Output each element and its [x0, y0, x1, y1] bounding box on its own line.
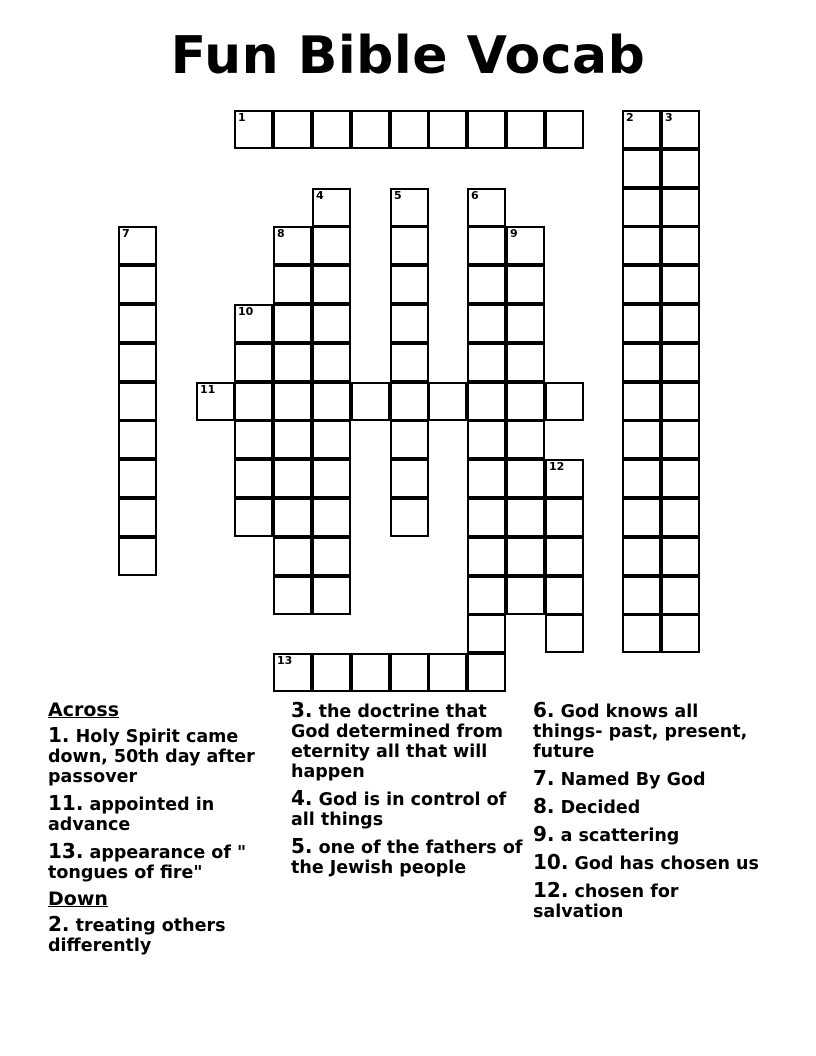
grid-cell[interactable] — [661, 382, 700, 421]
clue-down-5 — [291, 836, 527, 878]
grid-cell[interactable] — [390, 382, 429, 421]
grid-cell[interactable] — [312, 459, 351, 498]
grid-cell[interactable] — [622, 382, 661, 421]
grid-cell[interactable] — [118, 498, 157, 537]
grid-cell[interactable] — [428, 110, 467, 149]
grid-cell[interactable] — [506, 265, 545, 304]
grid-cell[interactable] — [390, 188, 429, 227]
grid-cell[interactable] — [234, 110, 273, 149]
clue-text: Decided — [560, 798, 641, 818]
clue-text: Named By God — [560, 770, 706, 790]
grid-cell[interactable] — [234, 459, 273, 498]
clue-text: one of the fathers of the Jewish people — [291, 838, 523, 878]
grid-cell[interactable] — [545, 614, 584, 653]
cell-number: 9 — [510, 227, 518, 240]
grid-cell[interactable] — [118, 265, 157, 304]
grid-cell[interactable] — [661, 614, 700, 653]
grid-cell[interactable] — [622, 343, 661, 382]
clue-number: 2. — [48, 912, 70, 936]
grid-cell[interactable] — [234, 498, 273, 537]
clues-section — [0, 700, 816, 1000]
grid-cell[interactable] — [312, 304, 351, 343]
grid-cell[interactable] — [622, 110, 661, 149]
grid-cell[interactable] — [622, 459, 661, 498]
grid-cell[interactable] — [273, 653, 312, 692]
grid-cell[interactable] — [118, 226, 157, 265]
grid-cell[interactable] — [467, 420, 506, 459]
clue-number: 4. — [291, 786, 313, 810]
clue-text: God knows all things- past, present, future — [533, 702, 748, 762]
grid-cell[interactable] — [661, 459, 700, 498]
clue-across-1 — [48, 725, 280, 787]
grid-cell[interactable] — [467, 343, 506, 382]
clue-text: treating others differently — [48, 916, 226, 956]
clue-text: the doctrine that God determined from eternity all that will happen — [291, 702, 503, 782]
grid-cell[interactable] — [545, 110, 584, 149]
grid-cell[interactable] — [390, 304, 429, 343]
grid-cell[interactable] — [273, 343, 312, 382]
clue-down-9 — [533, 824, 773, 846]
grid-cell[interactable] — [390, 459, 429, 498]
grid-cell[interactable] — [545, 498, 584, 537]
cell-number: 1 — [238, 111, 246, 124]
grid-cell[interactable] — [312, 537, 351, 576]
grid-cell[interactable] — [467, 498, 506, 537]
cell-number: 6 — [471, 189, 479, 202]
grid-cell[interactable] — [118, 304, 157, 343]
grid-cell[interactable] — [545, 576, 584, 615]
grid-cell[interactable] — [661, 304, 700, 343]
grid-cell[interactable] — [467, 226, 506, 265]
clue-number: 9. — [533, 822, 555, 846]
grid-cell[interactable] — [467, 537, 506, 576]
grid-cell[interactable] — [467, 459, 506, 498]
grid-cell[interactable] — [622, 576, 661, 615]
clue-down-12 — [533, 880, 773, 922]
grid-cell[interactable] — [506, 459, 545, 498]
clue-down-2 — [48, 914, 280, 956]
grid-cell[interactable] — [428, 653, 467, 692]
clue-text: appearance of " tongues of fire" — [48, 843, 247, 883]
grid-cell[interactable] — [506, 537, 545, 576]
puzzle-title: Fun Bible Vocab — [170, 26, 646, 86]
grid-cell[interactable] — [390, 420, 429, 459]
grid-cell[interactable] — [506, 304, 545, 343]
grid-cell[interactable] — [351, 110, 390, 149]
down-heading: Down — [48, 888, 108, 910]
cell-number: 8 — [277, 227, 285, 240]
grid-cell[interactable] — [661, 343, 700, 382]
grid-cell[interactable] — [273, 420, 312, 459]
clue-across-13 — [48, 841, 280, 883]
grid-cell[interactable] — [234, 382, 273, 421]
grid-cell[interactable] — [467, 188, 506, 227]
grid-cell[interactable] — [312, 265, 351, 304]
grid-cell[interactable] — [312, 110, 351, 149]
grid-cell[interactable] — [273, 537, 312, 576]
grid-cell[interactable] — [312, 226, 351, 265]
clue-down-8 — [533, 796, 773, 818]
cell-number: 7 — [122, 227, 130, 240]
grid-cell[interactable] — [467, 304, 506, 343]
grid-cell[interactable] — [661, 188, 700, 227]
clue-number: 13. — [48, 839, 84, 863]
grid-cell[interactable] — [506, 498, 545, 537]
clue-across-11 — [48, 793, 280, 835]
grid-cell[interactable] — [467, 653, 506, 692]
clue-down-4 — [291, 788, 527, 830]
clue-number: 3. — [291, 698, 313, 722]
grid-cell[interactable] — [622, 226, 661, 265]
grid-cell[interactable] — [622, 188, 661, 227]
across-heading: Across — [48, 699, 120, 721]
grid-cell[interactable] — [506, 343, 545, 382]
grid-cell[interactable] — [118, 537, 157, 576]
grid-cell[interactable] — [273, 382, 312, 421]
clue-down-3 — [291, 700, 527, 782]
grid-cell[interactable] — [351, 382, 390, 421]
grid-cell[interactable] — [506, 110, 545, 149]
grid-cell[interactable] — [312, 343, 351, 382]
cell-number: 4 — [316, 189, 324, 202]
clue-column-3 — [533, 700, 773, 928]
grid-cell[interactable] — [622, 304, 661, 343]
grid-cell[interactable] — [661, 226, 700, 265]
clue-text: a scattering — [560, 826, 680, 846]
grid-cell[interactable] — [506, 226, 545, 265]
grid-cell[interactable] — [196, 382, 235, 421]
grid-cell[interactable] — [622, 537, 661, 576]
clue-number: 10. — [533, 850, 569, 874]
grid-cell[interactable] — [467, 382, 506, 421]
grid-cell[interactable] — [273, 459, 312, 498]
grid-cell[interactable] — [506, 576, 545, 615]
grid-cell[interactable] — [312, 576, 351, 615]
grid-cell[interactable] — [622, 149, 661, 188]
grid-cell[interactable] — [312, 382, 351, 421]
grid-cell[interactable] — [661, 265, 700, 304]
grid-cell[interactable] — [661, 110, 700, 149]
clue-number: 7. — [533, 766, 555, 790]
clue-text: chosen for salvation — [533, 882, 679, 922]
grid-cell[interactable] — [467, 265, 506, 304]
grid-cell[interactable] — [273, 265, 312, 304]
grid-cell[interactable] — [390, 343, 429, 382]
grid-cell[interactable] — [118, 459, 157, 498]
grid-cell[interactable] — [661, 537, 700, 576]
grid-cell[interactable] — [622, 265, 661, 304]
grid-cell[interactable] — [118, 420, 157, 459]
grid-cell[interactable] — [234, 343, 273, 382]
clue-number: 1. — [48, 723, 70, 747]
grid-cell[interactable] — [428, 382, 467, 421]
clue-number: 11. — [48, 791, 84, 815]
cell-number: 10 — [238, 305, 254, 318]
cell-number: 3 — [665, 111, 673, 124]
grid-cell[interactable] — [118, 382, 157, 421]
grid-cell[interactable] — [390, 265, 429, 304]
cell-number: 5 — [394, 189, 402, 202]
grid-cell[interactable] — [273, 304, 312, 343]
grid-cell[interactable] — [545, 382, 584, 421]
grid-cell[interactable] — [622, 498, 661, 537]
cell-number: 2 — [626, 111, 634, 124]
grid-cell[interactable] — [273, 498, 312, 537]
grid-cell[interactable] — [661, 149, 700, 188]
grid-cell[interactable] — [118, 343, 157, 382]
clue-text: God has chosen us — [574, 854, 759, 874]
grid-cell[interactable] — [506, 420, 545, 459]
grid-cell[interactable] — [234, 420, 273, 459]
cell-number: 13 — [277, 654, 293, 667]
grid-cell[interactable] — [661, 420, 700, 459]
grid-cell[interactable] — [234, 304, 273, 343]
grid-cell[interactable] — [545, 537, 584, 576]
clue-down-6 — [533, 700, 773, 762]
grid-cell[interactable] — [467, 110, 506, 149]
grid-cell[interactable] — [390, 653, 429, 692]
clue-text: God is in control of all things — [291, 790, 507, 830]
clue-column-1 — [48, 700, 280, 962]
grid-cell[interactable] — [312, 498, 351, 537]
clue-down-10 — [533, 852, 773, 874]
grid-cell[interactable] — [545, 459, 584, 498]
grid-cell[interactable] — [506, 382, 545, 421]
grid-cell[interactable] — [467, 576, 506, 615]
clue-down-7 — [533, 768, 773, 790]
grid-cell[interactable] — [390, 226, 429, 265]
clue-number: 12. — [533, 878, 569, 902]
grid-cell[interactable] — [273, 576, 312, 615]
grid-cell[interactable] — [273, 110, 312, 149]
grid-cell[interactable] — [622, 614, 661, 653]
grid-cell[interactable] — [467, 614, 506, 653]
grid-cell[interactable] — [312, 653, 351, 692]
clue-number: 5. — [291, 834, 313, 858]
cell-number: 12 — [549, 460, 565, 473]
clue-column-2 — [291, 700, 527, 884]
clue-text: appointed in advance — [48, 795, 215, 835]
clue-text: Holy Spirit came down, 50th day after passover — [48, 727, 255, 787]
cell-number: 11 — [200, 383, 216, 396]
grid-cell[interactable] — [661, 576, 700, 615]
grid-cell[interactable] — [390, 498, 429, 537]
grid-cell[interactable] — [312, 420, 351, 459]
grid-cell[interactable] — [622, 420, 661, 459]
grid-cell[interactable] — [312, 188, 351, 227]
grid-cell[interactable] — [661, 498, 700, 537]
clue-number: 6. — [533, 698, 555, 722]
grid-cell[interactable] — [273, 226, 312, 265]
grid-cell[interactable] — [390, 110, 429, 149]
grid-cell[interactable] — [351, 653, 390, 692]
clue-number: 8. — [533, 794, 555, 818]
